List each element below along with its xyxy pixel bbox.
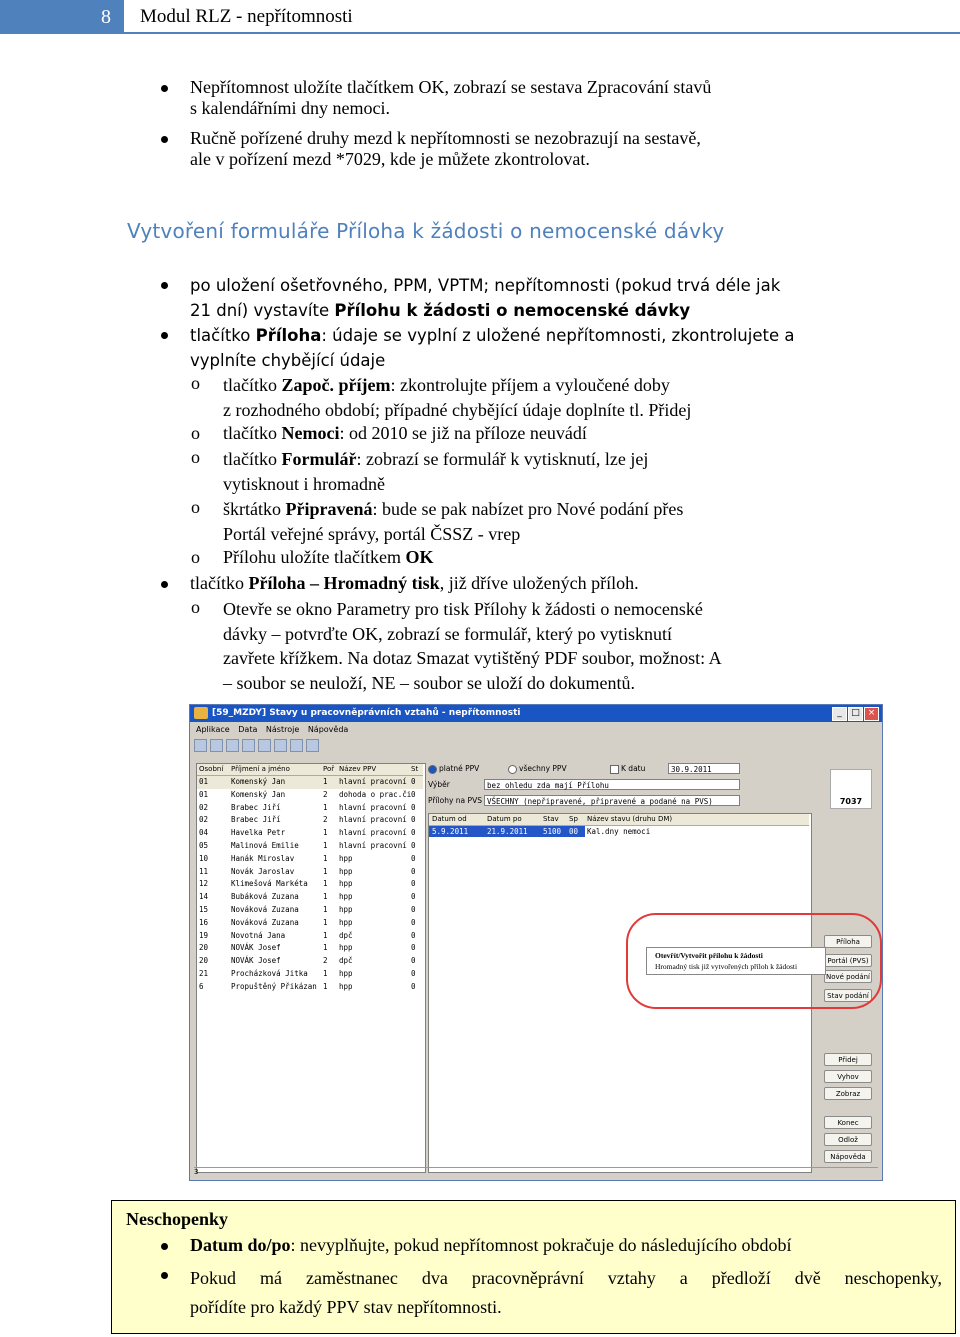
column-header[interactable]: Stav	[543, 815, 559, 823]
table-row[interactable]	[197, 814, 423, 827]
bullet-dot	[161, 332, 168, 339]
grid-header	[197, 764, 423, 776]
bold-text: Příloha	[255, 326, 322, 345]
cell: 02	[199, 802, 209, 812]
cell: 1	[323, 777, 328, 786]
sub-item-6-line1: Otevře se okno Parametry pro tisk Přílohy k žádosti o nemocenské	[223, 599, 703, 619]
radio-label: platné PPV	[439, 764, 480, 773]
header-rule	[124, 32, 960, 34]
cell: 1	[323, 841, 328, 850]
priloha-pvs-label: Přílohy na PVS	[428, 796, 482, 805]
sub-marker: o	[191, 373, 200, 393]
bullet-dot	[161, 1272, 168, 1279]
table-row[interactable]	[197, 968, 423, 981]
cell: Komenský Jan	[231, 789, 286, 799]
cell: 0	[411, 943, 416, 953]
bullet-dot	[161, 1243, 168, 1250]
company-logo	[830, 769, 872, 809]
cell: hpp	[339, 892, 353, 902]
bold-text: Formulář	[281, 449, 357, 469]
text: : zobrazí se formulář k vytisknutí, lze jej	[356, 449, 649, 469]
column-header[interactable]: Poř	[323, 765, 335, 773]
cell: 0	[411, 930, 416, 940]
text: tlačítko	[223, 449, 282, 469]
cell: 2	[323, 956, 328, 966]
cell: 1	[323, 969, 328, 978]
text: : údaje se vyplní z uložené nepřítomnosti, zkontrolujete a	[321, 326, 795, 345]
cell: 00	[569, 827, 579, 836]
cell: 0	[411, 981, 416, 991]
bullet-dot	[161, 136, 168, 143]
bold-text: Datum do/po	[190, 1235, 291, 1255]
note-box	[111, 1200, 956, 1334]
cell: Brabec Jiří	[231, 802, 281, 812]
table-row[interactable]	[197, 917, 423, 930]
sub-item-3-line1	[223, 447, 648, 472]
cell: 11	[199, 866, 209, 876]
table-row[interactable]	[197, 942, 423, 955]
note-item-2	[190, 1264, 942, 1322]
k-datu-checkbox[interactable]	[610, 764, 645, 774]
cell: Hanák Miroslav	[231, 853, 295, 863]
cell: 0	[411, 841, 416, 850]
intro-bullet-1-line2: s kalendářními dny nemoci.	[190, 98, 390, 118]
bullet-dot	[161, 282, 168, 289]
sub-marker: o	[191, 447, 200, 467]
sub-item-4-line1	[223, 497, 683, 522]
sub-marker: o	[191, 547, 200, 567]
intro-bullet-2-line1: Ručně pořízené druhy mezd k nepřítomnosti se nezobrazují na sestavě,	[190, 128, 701, 148]
intro-bullet-1-line1: Nepřítomnost uložíte tlačítkem OK, zobrazí se sestava Zpracování stavů	[190, 77, 712, 97]
nove-podani-button[interactable]: Nové podání	[824, 970, 872, 983]
text: : nevyplňujte, pokud nepřítomnost pokračuje do následujícího období	[290, 1235, 792, 1255]
table-row[interactable]	[429, 826, 809, 837]
cell: 04	[199, 828, 209, 838]
header-title: Modul RLZ - nepřítomnosti	[140, 6, 353, 27]
cell: 0	[411, 866, 416, 876]
sub-item-1-line1	[223, 373, 691, 398]
column-header[interactable]: St	[411, 765, 419, 773]
table-row[interactable]	[197, 853, 423, 866]
intro-bullet-1	[190, 77, 711, 119]
toolbar-button-icon[interactable]	[226, 739, 239, 752]
table-row[interactable]	[197, 930, 423, 943]
minimize-icon[interactable]: _	[832, 707, 847, 721]
cell: 0	[411, 777, 416, 786]
menu-item-hromadny-tisk[interactable]: Hromadný tisk již vytvořených příloh k žádosti	[655, 962, 798, 971]
priloha-dropdown-menu	[646, 947, 826, 975]
cell: 0	[411, 969, 416, 978]
text: : bude se pak nabízet pro Nové podání přes	[372, 499, 684, 519]
toolbar-button-icon[interactable]	[274, 739, 287, 752]
status-text: 3	[194, 1168, 199, 1176]
radio-vsechny-ppv[interactable]	[508, 764, 567, 774]
text: : od 2010 se již na příloze neuvádí	[339, 423, 587, 443]
cell: hlavní pracovní	[339, 777, 407, 786]
sub-item-4-line2: Portál veřejné správy, portál ČSSZ - vrep	[223, 523, 521, 544]
odloz-button[interactable]: Odlož	[824, 1133, 872, 1146]
sub-marker: o	[191, 423, 200, 443]
k-datu-label: K datu	[621, 764, 646, 773]
cell: 20	[199, 956, 209, 966]
bold-text: Příloha – Hromadný tisk	[248, 573, 440, 593]
cell: Nováková Zuzana	[231, 905, 299, 914]
cell: 15	[199, 905, 209, 914]
absence-table-header	[429, 814, 809, 826]
column-header[interactable]: Název stavu (druhu DM)	[587, 815, 673, 823]
sub-marker: o	[191, 597, 200, 617]
menu-item-otevrit-prilohu[interactable]: Otevřít/Vytvořit přílohu k žádosti	[655, 951, 763, 960]
table-row[interactable]	[197, 840, 423, 853]
cell: dohoda o prac.či	[339, 789, 412, 799]
page-header	[0, 0, 960, 34]
table-row[interactable]	[197, 981, 423, 994]
cell: 1	[323, 853, 328, 863]
cell: 1	[323, 879, 328, 889]
column-header[interactable]: Datum od	[432, 815, 467, 823]
menu-item-nastroje[interactable]: Nástroje	[265, 725, 300, 734]
toolbar-button-icon[interactable]	[290, 739, 303, 752]
cell: hpp	[339, 981, 353, 991]
table-row[interactable]	[197, 866, 423, 879]
cell: Novotná Jana	[231, 930, 286, 940]
sub-item-3	[223, 447, 648, 496]
text: tlačítko	[223, 375, 282, 395]
toolbar-button-icon[interactable]	[258, 739, 271, 752]
cell: Brabec Jiří	[231, 815, 281, 825]
list-item-2	[190, 324, 794, 373]
cell: 01	[199, 789, 209, 799]
window-titlebar	[190, 705, 882, 722]
list-item-3	[190, 573, 639, 594]
priloha-pvs-select[interactable]: VŠECHNY (nepřipravené, připravené a podané na PVS)	[484, 795, 740, 806]
toolbar-button-icon[interactable]	[242, 739, 255, 752]
cell: hlavní pracovní	[339, 815, 407, 825]
sub-item-2	[223, 423, 587, 444]
column-header[interactable]: Příjmení a jméno	[231, 765, 290, 773]
text: 21 dní) vystavíte	[190, 300, 335, 320]
cell: 0	[411, 879, 416, 889]
sub-item-6	[223, 597, 722, 695]
cell: 14	[199, 892, 209, 902]
cell: hpp	[339, 917, 353, 927]
table-row[interactable]	[197, 827, 423, 840]
priloha-button[interactable]: Příloha	[824, 935, 872, 948]
text: škrtátko	[223, 499, 286, 519]
sub-marker: o	[191, 497, 200, 517]
cell: 01	[199, 777, 209, 786]
cell: 05	[199, 841, 209, 850]
menu-item-aplikace[interactable]: Aplikace	[196, 725, 230, 734]
sub-item-6-line4: – soubor se neuloží, NE – soubor se uloží do dokumentů.	[223, 672, 635, 693]
maximize-icon[interactable]: □	[848, 707, 863, 721]
cell: 5.9.2011	[432, 827, 469, 836]
cell: hlavní pracovní	[339, 802, 407, 812]
cell: 1	[323, 930, 328, 940]
cell: hpp	[339, 969, 353, 978]
cell: NOVÁK Josef	[231, 956, 281, 966]
cell: 1	[323, 905, 328, 914]
text: Přílohu uložíte tlačítkem	[223, 547, 406, 567]
cell: 0	[411, 802, 416, 812]
intro-bullet-2-line2: ale v pořízení mezd *7029, kde je můžete zkontrolovat.	[190, 149, 590, 169]
cell: NOVÁK Josef	[231, 943, 281, 953]
cell: hlavní pracovní	[339, 828, 407, 838]
vyhov-button[interactable]: Vyhov	[824, 1070, 872, 1083]
status-bar	[194, 1167, 878, 1178]
radio-platne-ppv[interactable]	[428, 764, 479, 774]
cell: 12	[199, 879, 209, 889]
sub-item-6-line3: zavřete křížkem. Na dotaz Smazat vytištěný PDF soubor, možnost: A	[223, 648, 722, 669]
cell: 0	[411, 905, 416, 914]
cell: 16	[199, 917, 209, 927]
cell: 5100	[543, 827, 562, 836]
cell: 0	[411, 815, 416, 825]
cell: 6	[199, 981, 204, 991]
text: tlačítko	[190, 326, 256, 345]
zobraz-button[interactable]: Zobraz	[824, 1087, 872, 1100]
cell: hpp	[339, 943, 353, 953]
cell: hlavní pracovní	[339, 841, 407, 850]
table-row[interactable]	[197, 776, 423, 789]
cell: Propuštěný Přikázan	[231, 981, 317, 991]
cell: dpč	[339, 930, 353, 940]
sub-item-4	[223, 497, 683, 546]
list-item-2-line1	[190, 324, 794, 349]
portal-pvs-button[interactable]: Portál (PVS)	[824, 954, 872, 967]
toolbar-button-icon[interactable]	[210, 739, 223, 752]
text: , již dříve uložených příloh.	[439, 573, 639, 593]
cell: Komenský Jan	[231, 777, 286, 786]
text: tlačítko	[190, 573, 249, 593]
cell: Malinová Emilie	[231, 841, 299, 850]
intro-bullet-2	[190, 128, 701, 170]
cell: Procházková Jitka	[231, 969, 308, 978]
cell: 1	[323, 828, 328, 838]
employee-grid	[196, 763, 426, 1173]
cell: hpp	[339, 853, 353, 863]
list-item-1-line2	[190, 299, 780, 324]
table-row[interactable]	[197, 955, 423, 968]
cell: 1	[323, 917, 328, 927]
cell: 10	[199, 853, 209, 863]
toolbar-button-icon[interactable]	[194, 739, 207, 752]
cell: 2	[323, 815, 328, 825]
close-icon[interactable]: ×	[864, 707, 879, 721]
toolbar-button-icon[interactable]	[306, 739, 319, 752]
pridej-button[interactable]: Přidej	[824, 1053, 872, 1066]
note-item-1	[190, 1235, 791, 1256]
radio-label: všechny PPV	[519, 764, 567, 773]
cell: 02	[199, 815, 209, 825]
cell: 0	[411, 956, 416, 966]
list-item-2-line2: vyplníte chybějící údaje	[190, 350, 386, 370]
text: : zkontrolujte příjem a vyloučené doby	[390, 375, 670, 395]
bold-text: Přílohu k žádosti o nemocenské dávky	[334, 300, 691, 320]
cell: Kal.dny nemoci	[587, 827, 651, 836]
cell: hpp	[339, 879, 353, 889]
column-header[interactable]: Osobní	[199, 765, 224, 773]
app-icon	[194, 707, 208, 719]
sub-item-5	[223, 547, 433, 568]
sub-item-3-line2: vytisknout i hromadně	[223, 473, 385, 494]
note-title: Neschopenky	[126, 1209, 229, 1229]
column-header[interactable]: Název PPV	[339, 765, 377, 773]
cell: 0	[411, 853, 416, 863]
cell: 0	[411, 892, 416, 902]
vyber-label: Výběr	[428, 780, 450, 789]
logo-number: 7037	[839, 797, 863, 806]
cell: 21	[199, 969, 209, 978]
table-row[interactable]	[197, 802, 423, 815]
cell: 1	[323, 943, 328, 953]
cell: Havelka Petr	[231, 828, 286, 838]
cell: Novák Jaroslav	[231, 866, 295, 876]
section-heading: Vytvoření formuláře Příloha k žádosti o nemocenské dávky	[127, 219, 725, 243]
list-item-1-line1: po uložení ošetřovného, PPM, VPTM; nepřítomnosti (pokud trvá déle jak	[190, 276, 781, 295]
cell: dpč	[339, 956, 353, 966]
menu-item-data[interactable]: Data	[238, 725, 258, 734]
sub-item-1	[223, 373, 691, 422]
table-row[interactable]	[197, 789, 423, 802]
bold-text: Připravená	[285, 499, 373, 519]
cell: 0	[411, 917, 416, 927]
column-header[interactable]: Datum po	[487, 815, 522, 823]
table-row[interactable]	[197, 904, 423, 917]
list-item-1	[190, 274, 780, 323]
cell: 1	[323, 892, 328, 902]
cell: 1	[323, 866, 328, 876]
table-row[interactable]	[197, 891, 423, 904]
page-number: 8	[0, 0, 124, 34]
table-row[interactable]	[197, 878, 423, 891]
stav-podani-button[interactable]: Stav podání	[824, 989, 872, 1002]
sub-item-1-line2: z rozhodného období; případné chybějící údaje doplníte tl. Přidej	[223, 399, 692, 420]
sub-item-6-line2: dávky – potvrďte OK, zobrazí se formulář, který po vytisknutí	[223, 623, 673, 644]
cell: 19	[199, 930, 209, 940]
napoveda-button[interactable]: Nápověda	[824, 1150, 872, 1163]
bold-text: OK	[405, 547, 434, 567]
konec-button[interactable]: Konec	[824, 1116, 872, 1129]
cell: hpp	[339, 866, 353, 876]
cell: 2	[323, 789, 328, 799]
cell: 20	[199, 943, 209, 953]
window-title: [59_MZDY] Stavy u pracovněprávních vztahů - nepřítomnosti	[212, 708, 521, 718]
cell: Bubáková Zuzana	[231, 892, 299, 902]
menu-bar	[190, 723, 348, 737]
k-datu-field[interactable]: 30.9.2011	[668, 763, 740, 774]
menu-item-napoveda[interactable]: Nápověda	[307, 725, 349, 734]
column-header[interactable]: Sp	[569, 815, 578, 823]
cell: 0	[411, 789, 416, 799]
bold-text: Nemoci	[281, 423, 340, 443]
cell: 0	[411, 828, 416, 838]
cell: Klimešová Markéta	[231, 879, 308, 889]
bold-text: Započ. příjem	[281, 375, 391, 395]
vyber-select[interactable]: bez ohledu zda mají Přílohu	[484, 779, 740, 790]
note-item-2-line2: pořídíte pro každý PPV stav nepřítomnosti.	[190, 1297, 502, 1317]
toolbar	[194, 739, 334, 753]
bullet-dot	[161, 581, 168, 588]
cell: hpp	[339, 905, 353, 914]
text: tlačítko	[223, 423, 282, 443]
cell: Nováková Zuzana	[231, 917, 299, 927]
cell: 21.9.2011	[487, 827, 528, 836]
bullet-dot	[161, 85, 168, 92]
cell: 1	[323, 981, 328, 991]
cell: 1	[323, 802, 328, 812]
note-item-2-line1: Pokud má zaměstnanec dva pracovněprávní vztahy a předloží dvě neschopenky,	[190, 1268, 942, 1288]
